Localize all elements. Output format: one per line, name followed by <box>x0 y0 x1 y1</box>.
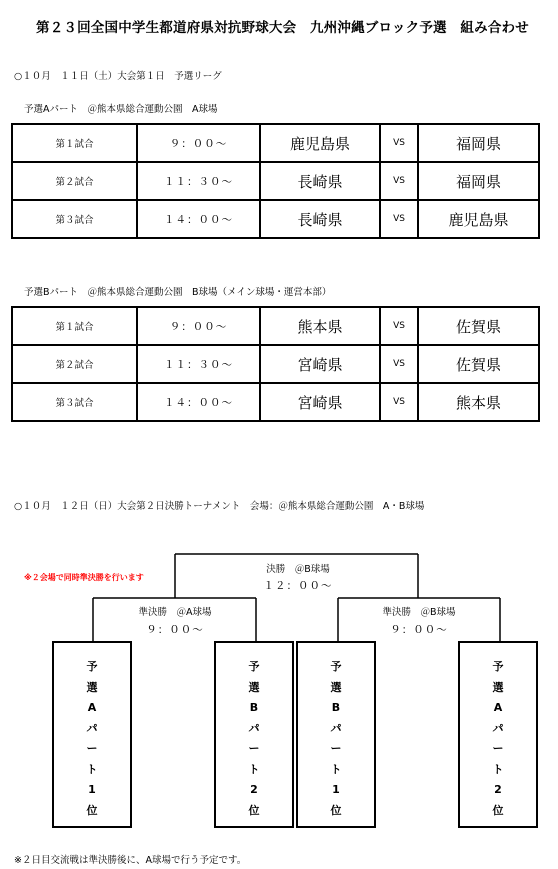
slot-char: パ <box>248 721 260 735</box>
slot-char: 位 <box>248 803 260 817</box>
slot-char: ト <box>86 762 98 776</box>
start-time: ９：００～ <box>137 124 260 162</box>
game-number: 第１試合 <box>12 307 137 345</box>
final-time: １２：００～ <box>263 580 333 592</box>
slot-char: 選 <box>86 680 98 694</box>
game-number: 第２試合 <box>12 162 137 200</box>
slot-char: B <box>249 701 259 714</box>
vs-label: VS <box>380 162 418 200</box>
slot-char: 選 <box>492 680 504 694</box>
slot-char: 選 <box>330 680 342 694</box>
team-right: 熊本県 <box>418 383 539 421</box>
slot-b-1st <box>296 641 376 828</box>
team-left: 宮崎県 <box>260 383 380 421</box>
day2-heading: ○１０月 １２日（日）大会第２日決勝トーナメント 会場：＠熊本県総合運動公園 A・B球場 <box>14 501 425 512</box>
start-time: １１：３０～ <box>137 162 260 200</box>
start-time: ９：００～ <box>137 307 260 345</box>
slot-char: ー <box>330 742 342 755</box>
group-a-label: 予選Aパート ＠熊本県総合運動公園 A球場 <box>24 104 218 115</box>
team-right: 福岡県 <box>418 124 539 162</box>
team-right: 鹿児島県 <box>418 200 539 238</box>
team-left: 鹿児島県 <box>260 124 380 162</box>
team-right: 佐賀県 <box>418 307 539 345</box>
page-title: 第２３回全国中学生都道府県対抗野球大会 九州沖縄ブロック予選 組み合わせ <box>36 20 529 36</box>
slot-char: パ <box>86 721 98 735</box>
game-number: 第３試合 <box>12 383 137 421</box>
slot-char: 位 <box>330 803 342 817</box>
start-time: １１：３０～ <box>137 345 260 383</box>
team-left: 長崎県 <box>260 200 380 238</box>
vs-label: VS <box>380 307 418 345</box>
slot-char: 選 <box>248 680 260 694</box>
team-left: 宮崎県 <box>260 345 380 383</box>
slot-char: ー <box>248 742 260 755</box>
slot-a-2nd <box>458 641 538 828</box>
team-left: 長崎県 <box>260 162 380 200</box>
slot-char: ト <box>330 762 342 776</box>
slot-char: 位 <box>492 803 504 817</box>
game-number: 第２試合 <box>12 345 137 383</box>
slot-char: ト <box>492 762 504 776</box>
team-right: 福岡県 <box>418 162 539 200</box>
vs-label: VS <box>380 200 418 238</box>
vs-label: VS <box>380 383 418 421</box>
slot-char: ー <box>492 742 504 755</box>
slot-char: 予 <box>86 660 98 673</box>
team-left: 熊本県 <box>260 307 380 345</box>
slot-char: 1 <box>332 783 340 796</box>
slot-char: 2 <box>250 783 258 796</box>
slot-char: 予 <box>492 660 504 673</box>
slot-b-2nd <box>214 641 294 828</box>
team-right: 佐賀県 <box>418 345 539 383</box>
slot-char: 1 <box>88 783 96 796</box>
semi-right-time: ９：００～ <box>390 624 448 636</box>
slot-char: 予 <box>248 660 260 673</box>
footer-note: ※２日目交流戦は準決勝後に、A球場で行う予定です。 <box>14 855 247 866</box>
day1-heading: ○１０月 １１日（土）大会第１日 予選リーグ <box>14 71 222 82</box>
semifinal-note: ※２会場で同時準決勝を行います <box>24 573 144 582</box>
semi-right-label: 準決勝 ＠B球場 <box>382 607 456 618</box>
vs-label: VS <box>380 345 418 383</box>
slot-char: A <box>87 701 97 714</box>
slot-char: A <box>493 701 503 714</box>
slot-char: パ <box>492 721 504 735</box>
slot-char: ー <box>86 742 98 755</box>
slot-a-1st <box>52 641 132 828</box>
slot-char: 2 <box>494 783 502 796</box>
semi-left-label: 準決勝 ＠A球場 <box>138 607 212 618</box>
vs-label: VS <box>380 124 418 162</box>
game-number: 第３試合 <box>12 200 137 238</box>
slot-char: B <box>331 701 341 714</box>
final-label: 決勝 ＠B球場 <box>266 564 330 575</box>
start-time: １４：００～ <box>137 200 260 238</box>
slot-char: 位 <box>86 803 98 817</box>
slot-char: パ <box>330 721 342 735</box>
semi-left-time: ９：００～ <box>146 624 204 636</box>
slot-char: 予 <box>330 660 342 673</box>
group-b-label: 予選Bパート ＠熊本県総合運動公園 B球場（メイン球場・運営本部） <box>24 287 332 298</box>
slot-char: ト <box>248 762 260 776</box>
game-number: 第１試合 <box>12 124 137 162</box>
start-time: １４：００～ <box>137 383 260 421</box>
